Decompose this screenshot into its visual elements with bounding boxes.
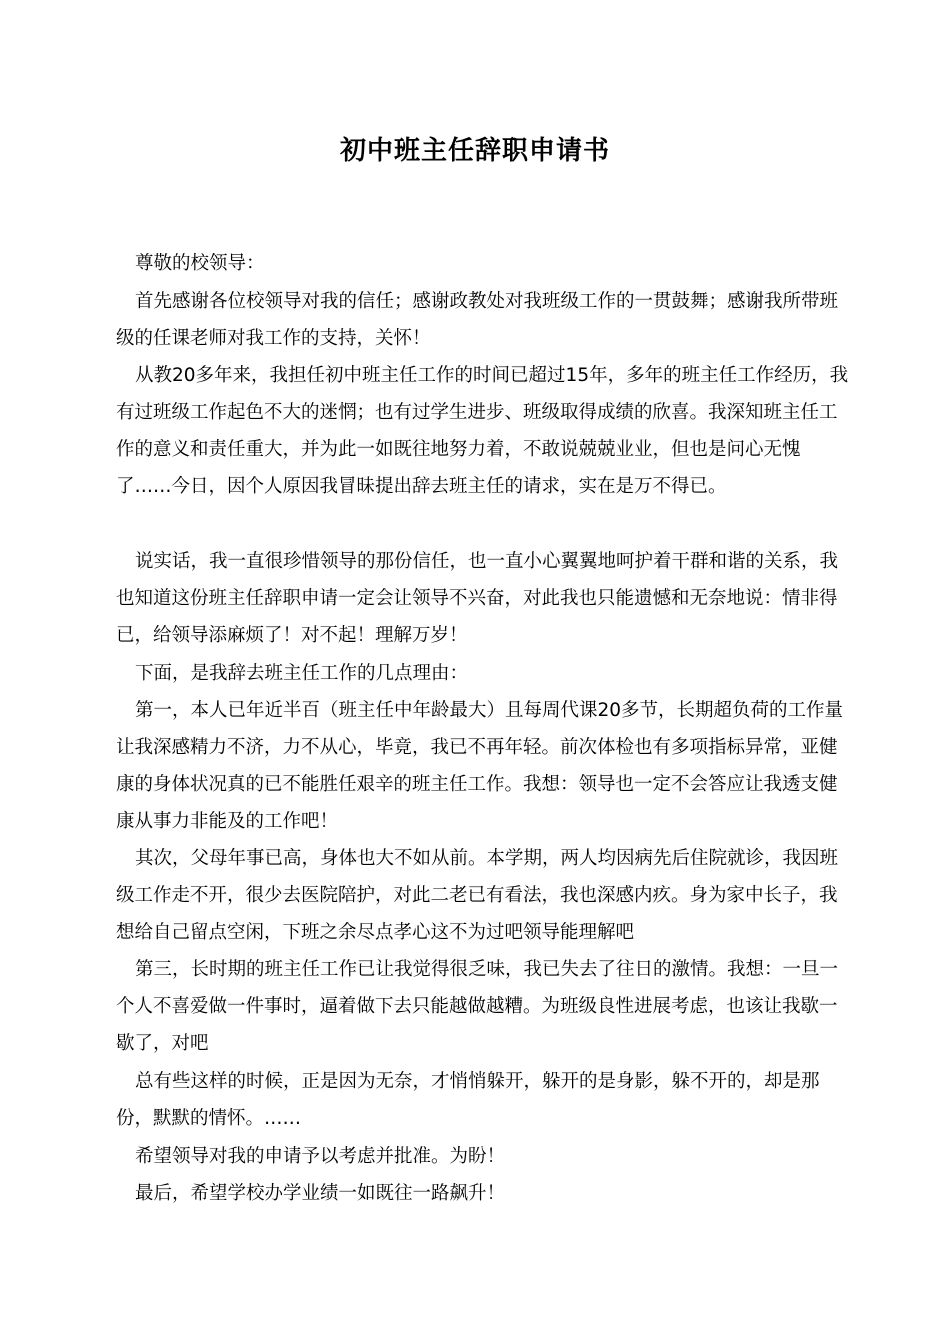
salutation: 尊敬的校领导： — [135, 253, 265, 274]
paragraph-reason-third: 第三，长时期的班主任工作已让我觉得很乏味，我已失去了往日的激情。我想：一旦一个人不喜爱做一件事时，逼着做下去只能越做越糟。为班级良性进展考虑，也该让我歇一歇了，对吧 — [116, 959, 839, 1054]
paragraph-honestly: 说实话，我一直很珍惜领导的那份信任，也一直小心翼翼地呵护着干群和谐的关系，我也知道这份班主任辞职申请一定会让领导不兴奋，对此我也只能遗憾和无奈地说：情非得已，给领导添麻烦了！对不起！理解万岁！ — [116, 551, 839, 646]
paragraph-feelings: 总有些这样的时候，正是因为无奈，才悄悄躲开，躲开的是身影，躲不开的，却是那份，默默的情怀。…… — [116, 1071, 820, 1129]
paragraph-reason-first: 第一，本人已年近半百（班主任中年龄最大）且每周代课20多节，长期超负荷的工作量让我深感精力不济，力不从心，毕竟，我已不再年轻。前次体检也有多项指标异常，亚健康的身体状况真的已不能胜任艰辛的班主任工作。我想：领导也一定不会答应让我透支健康从事力非能及的工作吧！ — [116, 700, 844, 832]
paragraph-reasons-intro: 下面，是我辞去班主任工作的几点理由： — [135, 663, 469, 684]
paragraph-reason-second: 其次，父母年事已高，身体也大不如从前。本学期，两人均因病先后住院就诊，我因班级工作走不开，很少去医院陪护，对此二老已有看法，我也深感内疚。身为家中长子，我想给自己留点空闲，下班之余尽点孝心这不为过吧领导能理解吧 — [116, 848, 839, 943]
paragraph-closing: 最后，希望学校办学业绩一如既往一路飙升！ — [135, 1183, 506, 1204]
paragraph-request: 希望领导对我的申请予以考虑并批准。为盼！ — [135, 1146, 506, 1167]
document-title: 初中班主任辞职申请书 — [339, 136, 610, 166]
paragraph-background: 从教20多年来，我担任初中班主任工作的时间已超过15年，多年的班主任工作经历，我有过班级工作起色不大的迷惘；也有过学生进步、班级取得成绩的欣喜。我深知班主任工作的意义和责任重大，并为此一如既往地努力着，不敢说兢兢业业，但也是问心无愧了……今日，因个人原因我冒昧提出辞去班主任的请求，实在是万不得已。 — [116, 365, 849, 497]
paragraph-thanks: 首先感谢各位校领导对我的信任；感谢政教处对我班级工作的一贯鼓舞；感谢我所带班级的任课老师对我工作的支持，关怀！ — [116, 291, 839, 349]
